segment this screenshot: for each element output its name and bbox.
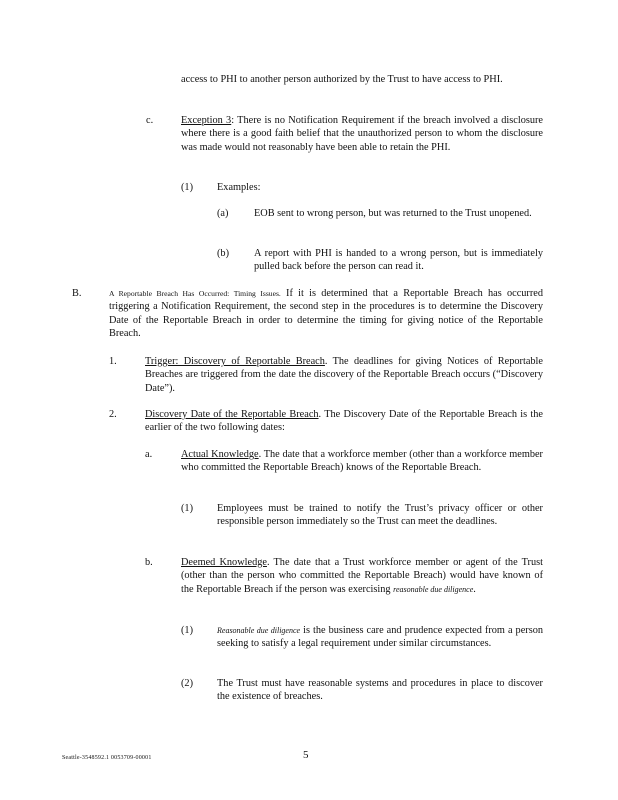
section-b-text: If it is determined that a Reportable Breach has occurred triggering a Notification Requirement, the second step in the procedures is to determine the Discovery Date of the Reportable Breach in order to determine the timing for giving notice of the Reportable Breach. [109,288,543,340]
examples-title: Examples: [217,182,261,193]
deemed-knowledge-end: . [473,583,476,595]
deemed-sub-1-paragraph [217,624,543,651]
section-b-label: B. [72,288,82,299]
deemed-sub-2-text: The Trust must have reasonable systems and procedures in place to discover the existence of breaches. [217,678,543,703]
deemed-sub-1-italic: Reasonable due diligence [217,626,301,635]
footer-document-id: Seattle-3548592.1 0053709-00001 [62,755,152,761]
deemed-knowledge-paragraph [181,556,543,596]
deemed-knowledge-italic: reasonable due diligence [393,584,474,594]
example-a-text: EOB sent to wrong person, but was returned to the Trust unopened. [254,208,532,219]
actual-sub-label: (1) [181,503,194,514]
exception-3-text: : There is no Notification Requirement if the breach involved a disclosure where there is a good faith belief that the unauthorized person to whom the disclosure was made would not reasonably have been able to retain the PHI. [181,115,544,153]
actual-sub-text: Employees must be trained to notify the Trust’s privacy officer or other responsible person immediately so the Trust can meet the deadlines. [217,503,543,528]
item-1-paragraph [145,355,543,395]
actual-knowledge-paragraph [181,448,543,475]
item-1-title: Trigger: Discovery of Reportable Breach [145,356,325,367]
section-b-heading: A Reportable Breach Has Occurred: Timing Issues. [109,289,281,298]
deemed-sub-1-text: is the business care and prudence expected from a person seeking to satisfy a legal requirement under similar circumstances. [217,625,543,650]
page-number: 5 [303,749,309,761]
deemed-sub-2-label: (2) [181,678,194,689]
actual-knowledge-text: . The date that a workforce member (other than a workforce member who committed the Reportable Breach) knows of the Reportable Breach. [181,449,543,474]
item-2-text: . The Discovery Date of the Reportable Breach is the earlier of the two following dates: [145,409,543,434]
item-1-label: 1. [109,356,117,367]
deemed-knowledge-text: . The date that a Trust workforce member or agent of the Trust (other than the person who committed the Reportable Breach) would have known of the Reportable Breach if the person was exercising [181,557,543,595]
item-2-title: Discovery Date of the Reportable Breach [145,409,319,420]
actual-knowledge-title: Actual Knowledge [181,449,259,460]
item-1-text: . The deadlines for giving Notices of Reportable Breaches are triggered from the date the discovery of the Reportable Breach occurs (“Discovery Date”). [145,356,543,394]
examples-label: (1) [181,182,194,193]
example-b-text: A report with PHI is handed to a wrong person, but is immediately pulled back before the person can read it. [254,248,543,273]
exception-3-label: c. [146,115,154,126]
example-b-label: (b) [217,248,230,259]
exception-3-paragraph [181,114,543,154]
actual-knowledge-label: a. [145,449,153,460]
section-b-paragraph [109,287,543,341]
deemed-knowledge-label: b. [145,557,153,568]
deemed-sub-1-label: (1) [181,625,194,636]
continuation-paragraph: access to PHI to another person authorized by the Trust to have access to PHI. [181,74,503,85]
deemed-knowledge-title: Deemed Knowledge [181,557,267,568]
item-2-paragraph [145,408,543,435]
example-a-label: (a) [217,208,229,219]
exception-3-title: Exception 3 [181,115,232,126]
item-2-label: 2. [109,409,117,420]
